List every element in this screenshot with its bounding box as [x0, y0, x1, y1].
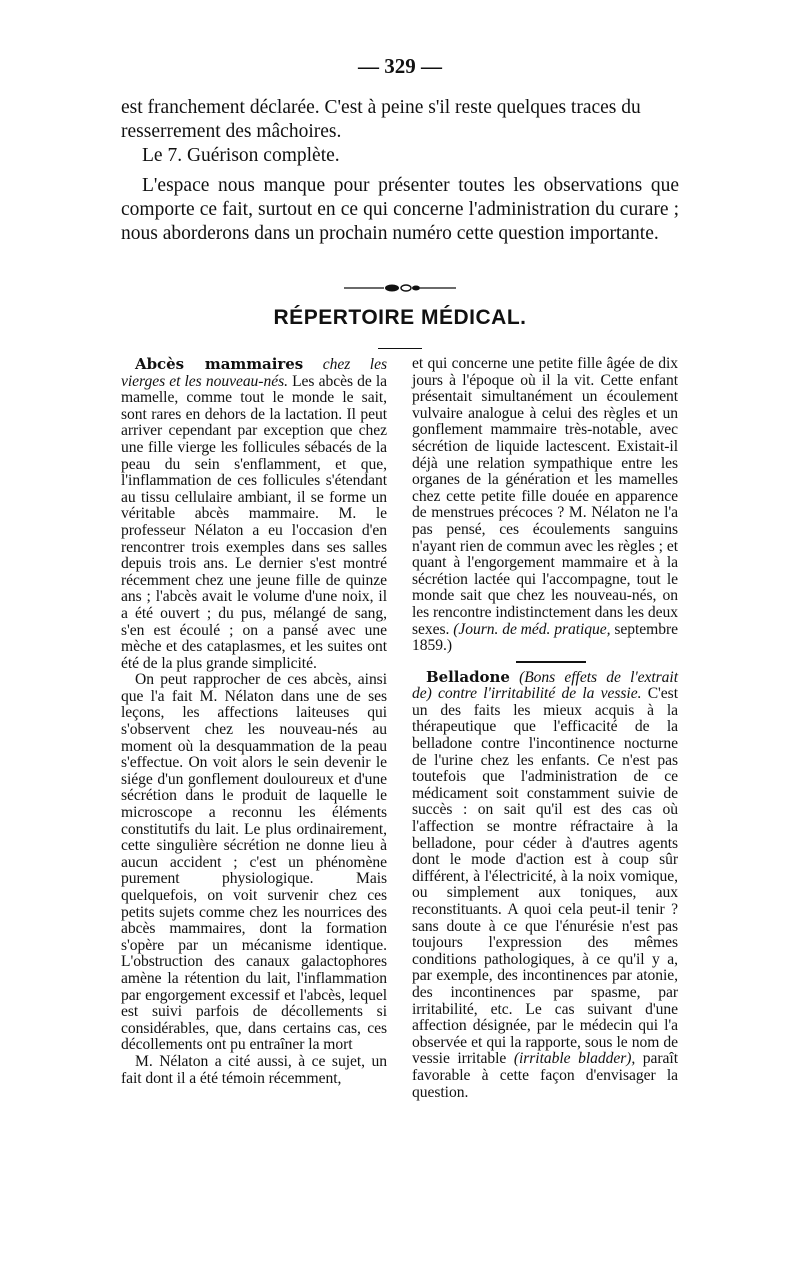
right-column	[412, 356, 678, 1101]
intro-text	[121, 96, 679, 246]
entry-belladone-paragraph	[412, 669, 678, 1101]
entry-belladone-text-b: paraît favorable à cette façon d'envisager la question.	[412, 1050, 678, 1101]
entry-abces-continuation	[412, 356, 678, 655]
entry-abces-continuation-text: et qui concerne une petite fille âgée de dix jours à l'époque où il la vit. Cette enfant présentait simultanément un écoulement vulvaire analogue à celui des règles et un gonflement mammaire très-notable, avec sécrétion de liquide lactescent. Existait-il déjà une relation sympathique entre les organes de la génération et les mamelles chez cette petite fille douée en apparence de menstrues précoces ? M. Nélaton ne l'a pas pensé, ces écoulements sanguins n'ayant rien de commun avec les règles ; et quant à l'engorgement mammaire et à la sécrétion lactée qui l'accompagne, tout le monde sait que chez les nouveau-nés, on les rencontre indistinctement dans les deux sexes.	[412, 355, 678, 638]
intro-line-1: est franchement déclarée. C'est à peine s'il reste quelques traces du	[121, 97, 641, 118]
entry-abces-source: (Journ. de méd. pratique,	[453, 620, 611, 638]
intro-paragraph-2: Le 7. Guérison complète.	[142, 145, 340, 166]
entry-abces-paragraph-1	[121, 356, 387, 672]
intro-paragraph-3: L'espace nous manque pour présenter toutes les observations que comporte ce fait, surtout en ce qui concerne l'administration du curare ; nous aborderons dans un prochain numéro cette question importante.	[121, 175, 679, 244]
entry-abces-paragraph-3: M. Nélaton a cité aussi, à ce sujet, un fait dont il a été témoin récemment,	[121, 1052, 387, 1087]
entry-abces-text-1: Les abcès de la mamelle, comme tout le monde le sait, sont rares en dehors de la lactation. Il peut arriver cependant par exception que chez une fille vierge les follicules sébacés de la peau du sein s'enflamment, et que, l'inflammation de ces follicules s'étendant au tissu cellulaire ambiant, il se forme un véritable abcès mammaire. M. le professeur Nélaton a eu l'occasion d'en rencontrer trois exemples dans ses salles depuis trois ans. Le dernier s'est montré récemment chez une jeune fille de quinze ans ; l'abcès avait le volume d'une noix, il a été ouvert ; du pus, mélangé de sang, s'en est écoulé ; on a pansé avec une mèche et des cataplasmes, et les suites ont été de la plus grande simplicité.	[121, 372, 387, 672]
intro-line-2: resserrement des mâchoires.	[121, 121, 342, 142]
entry-belladone-subtitle: (Bons effets de l'extrait de) contre l'irritabilité de la vessie.	[412, 668, 678, 703]
ornament-divider	[340, 282, 460, 294]
entry-separator-rule	[516, 661, 586, 663]
entry-abces-subtitle: chez les vierges et les nouveau-nés.	[121, 356, 387, 390]
section-title: RÉPERTOIRE MÉDICAL.	[273, 306, 527, 329]
entry-abces-date: septembre 1859.)	[412, 620, 678, 655]
entry-belladone-headword: Belladone	[426, 667, 510, 686]
entry-abces-headword: Abcès mammaires	[135, 355, 304, 373]
title-rule	[378, 348, 422, 349]
entry-belladone-text-a: C'est un des faits les mieux acquis à la thérapeutique que l'efficacité de la belladone contre l'incontinence nocturne de l'urine chez les enfants. Ce n'est pas toutefois que l'administration de ce médicament soit constamment suivie de succès : on sait qu'il est des cas où l'affection se montre réfractaire à la belladone, pour céder à d'autres agents dont le mode d'action est à coup sûr différent, à l'électricité, à la noix vomique, ou simplement aux toniques, aux reconstituants. A quoi cela peut-il tenir ? sans doute à ce que l'énurésie n'est pas toujours l'expression des mêmes conditions pathologiques, à ce qu'il y a, par exemple, des incontinences par atonie, des incontinences par spasme, par irritabilité, etc. Le cas suivant d'une affection désignée, par le médecin qui l'a observée et qui la rapporte, sous le nom de vessie irritable	[412, 685, 678, 1068]
left-column	[121, 356, 387, 1087]
page-number: — 329 —	[358, 54, 442, 78]
entry-abces-paragraph-2: On peut rapprocher de ces abcès, ainsi que l'a fait M. Nélaton dans une de ses leçons, les affections laiteuses qui s'observent chez les nouveau-nés au moment où la desquammation de la peau s'effectue. On voit alors le sein devenir le siége d'un gonflement douloureux et d'une sécrétion dans le produit de laquelle le microscope a reconnu les éléments constitutifs du lait. Le plus ordinairement, cette singulière sécrétion ne donne lieu à aucun accident ; c'est un phénomène purement physiologique. Mais quelquefois, on voit survenir chez ces petits sujets comme chez les nourrices des abcès mammaires, dont la formation s'opère par un mécanisme identique. L'obstruction des canaux galactophores amène la rétention du lait, l'inflammation par engorgement excessif et l'abcès, lequel est suivi parfois de décollements si considérables, que, dans certains cas, ces décollements ont pu entraîner la mort	[121, 671, 387, 1054]
entry-belladone-italic: (irritable bladder),	[513, 1050, 636, 1068]
